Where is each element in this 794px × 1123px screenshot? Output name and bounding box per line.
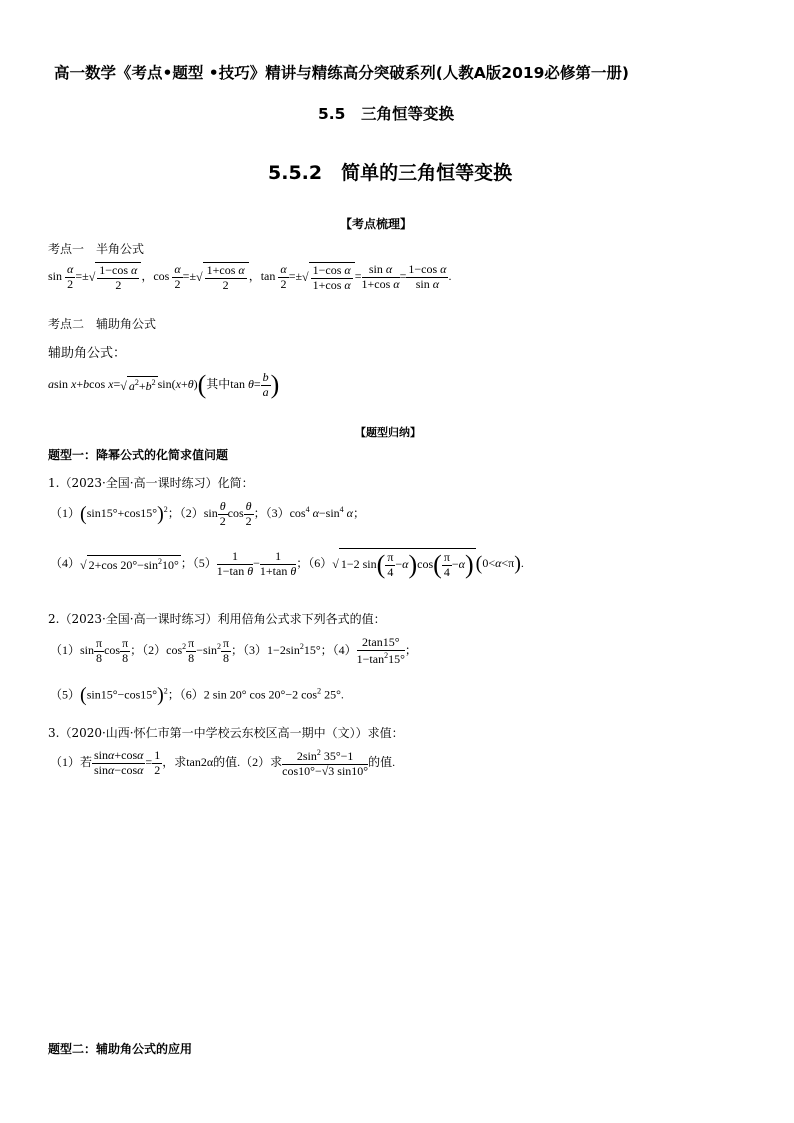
p3-part1-label: （1）若: [50, 755, 93, 770]
p3-ask2: 的值.: [368, 755, 396, 770]
tixing-heading: 【题型归纳】: [355, 426, 421, 439]
p3-ask1: ，求tan2α的值.（2）求: [162, 755, 283, 770]
problem3-intro: 3.（2020·山西·怀仁市第一中学校云东校区高一期中（文））求值：: [48, 726, 404, 740]
aux-formula: asin x+bcos x=√ $a^2+b^2$ sin(x+θ)(其中tan θ= $\frac{b}{a}$ ): [48, 369, 280, 399]
series-title: 高一数学《考点•题型 •技巧》精讲与精练高分突破系列(人教A版2019必修第一册): [54, 64, 630, 82]
section-title: 5.5.2 简单的三角恒等变换: [268, 162, 513, 184]
point2-label: 考点二 辅助角公式: [48, 317, 157, 331]
problem1-row2: （4）√ 2+cos $20^\circ-\sin^210^\circ$ ；（5） $\frac{1}{\text{1−tan θ}}$ − $\frac{1}{\text{1+tan θ}}$ ；（6）√ 1−2 sin( $\frac{\pi}{4}$ −α)cos( $\frac{\pi}{4}$ −α) (0<α<π).: [50, 548, 524, 579]
problem2-intro: 2.（2023·全国·高一课时练习）利用倍角公式求下列各式的值：: [48, 612, 386, 626]
problem3-row1: （1）若 $\frac{\sin\alpha+\cos\alpha}{\sin\alpha-\cos\alpha}$ = $\frac{1}{2}$ ，求tan2α的值.（2）求 $\frac{2\sin^2 35^\circ-1}{\cos 10^\circ-√3 \sin 10^\circ}$ 的值.: [50, 748, 396, 778]
kaodian-heading: 【考点梳理】: [340, 217, 413, 231]
type2-title: 题型二：辅助角公式的应用: [48, 1042, 193, 1056]
problem1-row1: $(1)(\sin 15^\circ+\cos 15^\circ)^2$；（2）sin $\frac{\theta}{2}$ cos $\frac{\theta}{2}$ ；$(3)\cos^4$ $\alpha-\sin^4$ α；: [50, 499, 365, 528]
half-angle-formula: sin $\frac{\alpha}{2}$ =±√ $\frac{\text{1−cos α}}{2}$ ，cos $\frac{\alpha}{2}$ =±√ $\frac{\text{1+cos α}}{2}$ ，tan $\frac{\alpha}{2}$ =±√ $\frac{\text{1−cos α}}{\text{1+cos α}}$ = $\frac{\text{sin α}}{\text{1+cos α}}$ = $\frac{\text{1−cos α}}{\text{sin α}}$ .: [48, 262, 452, 292]
problem2-row1: （1）sin $\frac{\pi}{8}$ cos $\frac{\pi}{8}$ ；$(2)\cos^2$ $\frac{\pi}{8}$ $-\sin^2$ $\frac{\pi}{8}$ ；$(3)1-2\sin^215^\circ$；（4） $\frac{2\tan 15^\circ}{1-\tan^215^\circ}$ ；: [50, 635, 417, 666]
chapter-title: 5.5 三角恒等变换: [318, 105, 454, 123]
problem1-intro: 1.（2023·全国·高一课时练习）化简：: [48, 476, 254, 490]
problem2-row2: $(5)(\sin 15^\circ-\cos 15^\circ)^2$；（6）2 sin 20° cos 20°−2 $\cos^2 25^\circ$.: [50, 684, 344, 706]
type1-title: 题型一：降幂公式的化简求值问题: [48, 448, 229, 462]
point1-label: 考点一 半角公式: [48, 242, 145, 256]
aux-label: 辅助角公式：: [48, 346, 127, 361]
